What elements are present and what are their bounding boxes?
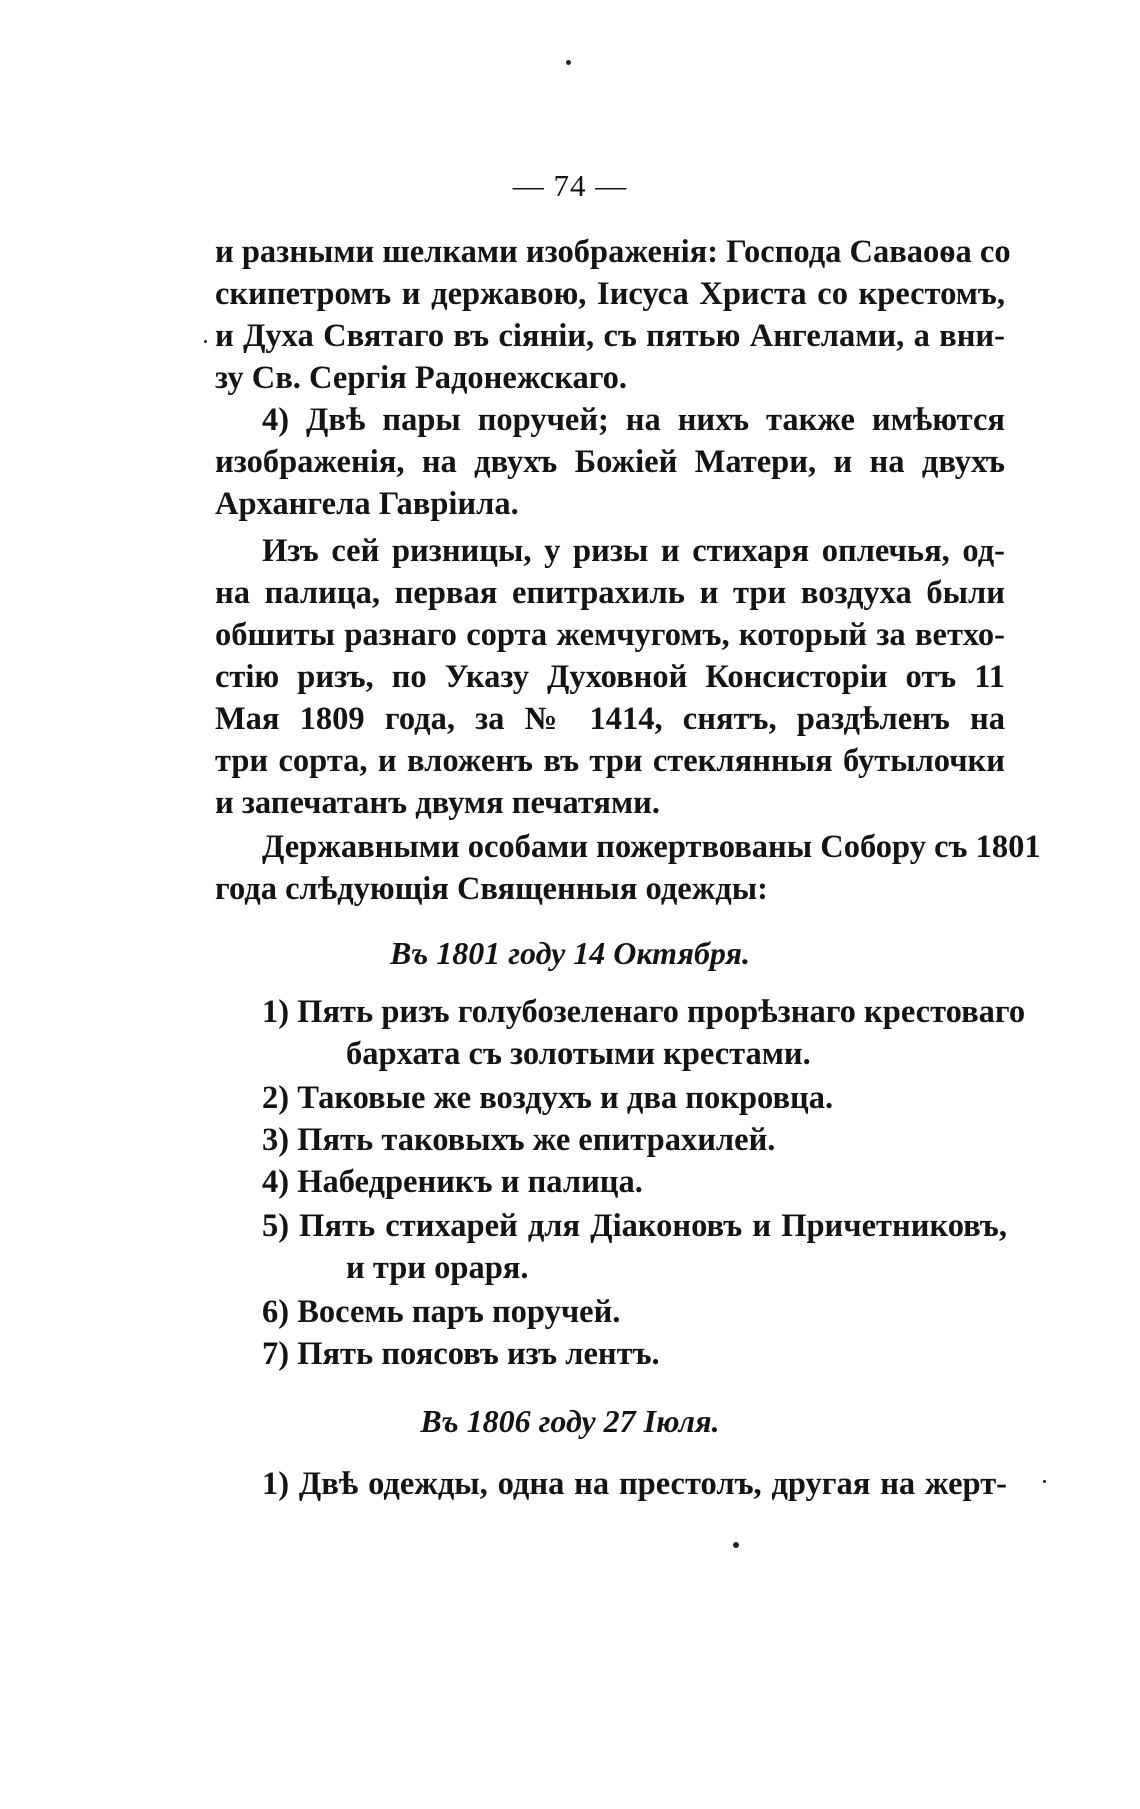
list-item: 2) Таковые же воздухъ и два покровца. bbox=[262, 1080, 834, 1116]
text-line: года слѣдующія Священныя одежды: bbox=[215, 871, 768, 907]
list-item: 5) Пять стихарей для Діаконовъ и Причетниковъ, bbox=[262, 1208, 1007, 1244]
text-line: изображенія, на двухъ Божіей Матери, и на двухъ bbox=[215, 444, 1005, 480]
list-item: 6) Восемь паръ поручей. bbox=[262, 1294, 621, 1330]
text-line: 4) Двѣ пары поручей; на нихъ также имѣются bbox=[262, 402, 1005, 438]
text-line: на палица, первая епитрахиль и три воздуха были bbox=[215, 575, 1005, 611]
print-speck bbox=[733, 1542, 739, 1548]
page-number: — 74 — bbox=[512, 168, 628, 203]
list-item: 4) Набедреникъ и палица. bbox=[262, 1164, 643, 1200]
text-line: обшиты разнаго сорта жемчугомъ, который за ветхо- bbox=[215, 617, 1005, 653]
text-line: и разными шелками изображенія: Господа Саваоѳа со bbox=[215, 234, 1011, 270]
list-item: 7) Пять поясовъ изъ лентъ. bbox=[262, 1336, 660, 1372]
list-item-continuation: и три ораря. bbox=[346, 1250, 529, 1286]
text-line: и запечатанъ двумя печатями. bbox=[215, 785, 660, 821]
text-line: Архангела Гавріила. bbox=[215, 486, 519, 522]
print-speck bbox=[1043, 1480, 1046, 1483]
text-line: Державными особами пожертвованы Собору съ 1801 bbox=[262, 829, 1041, 865]
text-line: стію ризъ, по Указу Духовной Консисторіи отъ 11 bbox=[215, 659, 1005, 695]
text-line: и Духа Святаго въ сіяніи, съ пятью Ангелами, а вни- bbox=[215, 318, 1005, 354]
section-heading-1801: Въ 1801 году 14 Октября. bbox=[390, 935, 750, 971]
text-line: Изъ сей ризницы, у ризы и стихаря оплечья, од- bbox=[262, 533, 1005, 569]
text-line: зу Св. Сергія Радонежскаго. bbox=[215, 360, 628, 396]
text-line: скипетромъ и державою, Іисуса Христа со крестомъ, bbox=[215, 276, 1005, 312]
print-speck bbox=[204, 340, 207, 343]
section-heading-1806: Въ 1806 году 27 Іюля. bbox=[420, 1403, 720, 1439]
list-item: 1) Пять ризъ голубозеленаго прорѣзнаго крестоваго bbox=[262, 994, 1026, 1030]
print-speck bbox=[566, 60, 571, 65]
text-line: три сорта, и вложенъ въ три стеклянныя бутылочки bbox=[215, 743, 1005, 779]
text-line: Мая 1809 года, за № 1414, снятъ, раздѣленъ на bbox=[215, 701, 1005, 737]
list-item: 3) Пять таковыхъ же епитрахилей. bbox=[262, 1122, 776, 1158]
list-item: 1) Двѣ одежды, одна на престолъ, другая на жерт- bbox=[262, 1466, 1007, 1502]
list-item-continuation: бархата съ золотыми крестами. bbox=[346, 1036, 811, 1072]
